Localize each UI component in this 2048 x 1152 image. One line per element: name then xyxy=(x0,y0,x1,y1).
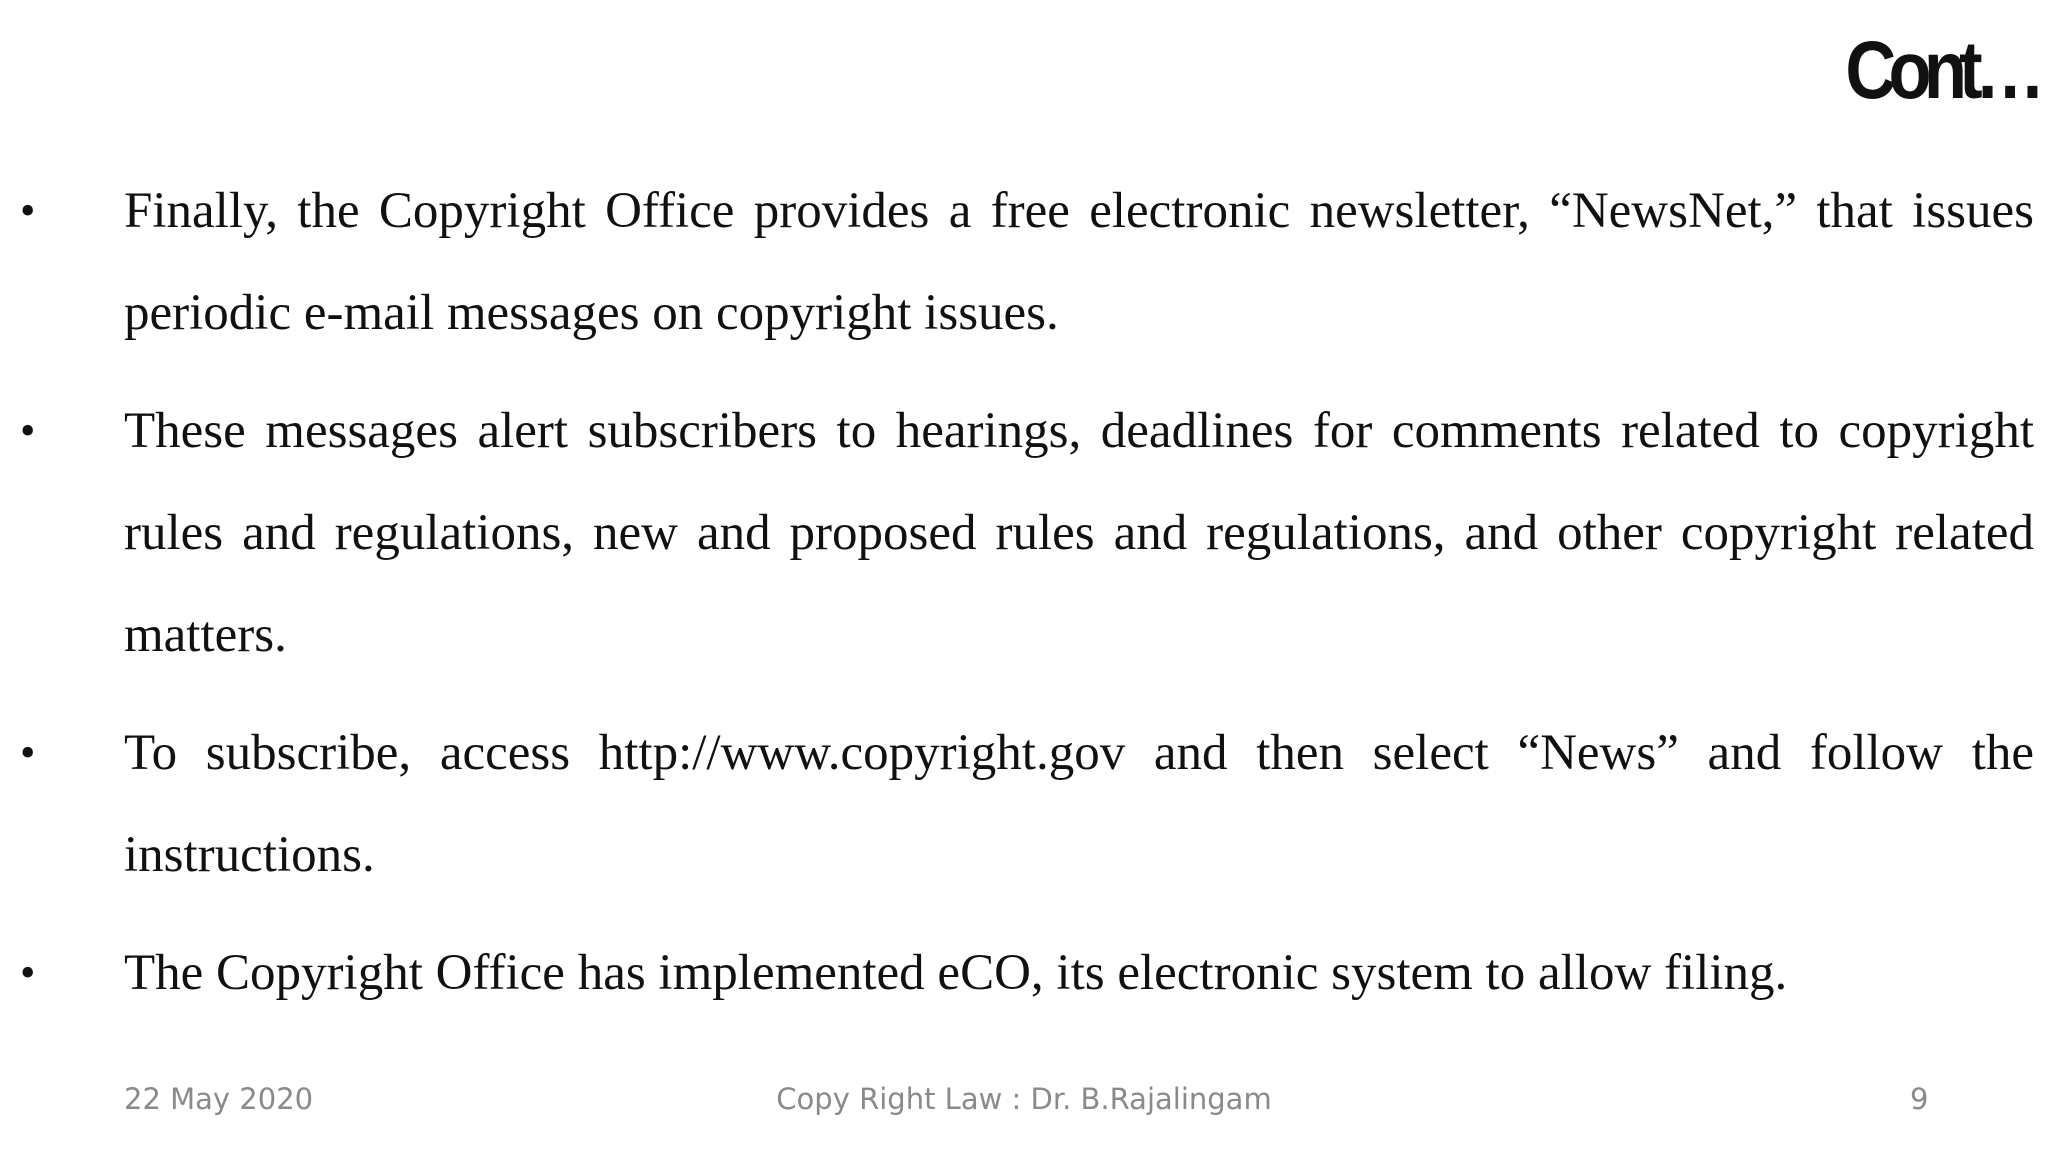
slide-title: Cont… xyxy=(1845,25,2038,116)
bullet-item xyxy=(0,380,2048,686)
bullet-text: To subscribe, access http://www.copyright.gov and then select “News” and follow the instructions. xyxy=(124,725,2034,883)
bullet-text: These messages alert subscribers to hearings, deadlines for comments related to copyright rules and regulations, new and proposed rules and regulations, and other copyright related matters. xyxy=(124,403,2034,663)
bullet-list xyxy=(0,160,2048,1040)
bullet-icon: • xyxy=(20,406,36,455)
bullet-icon: • xyxy=(20,948,36,997)
bullet-icon: • xyxy=(20,186,36,235)
page-number: 9 xyxy=(1910,1082,1929,1116)
footer-date: 22 May 2020 xyxy=(124,1082,314,1116)
bullet-item xyxy=(0,160,2048,364)
bullet-text: Finally, the Copyright Office provides a free electronic newsletter, “NewsNet,” that issues periodic e-mail messages on copyright issues. xyxy=(124,183,2034,341)
bullet-icon: • xyxy=(20,728,36,777)
bullet-item xyxy=(0,922,2048,1024)
footer-title: Copy Right Law : Dr. B.Rajalingam xyxy=(776,1082,1272,1116)
bullet-text: The Copyright Office has implemented eCO, its electronic system to allow filing. xyxy=(124,945,1788,1001)
bullet-item xyxy=(0,702,2048,906)
